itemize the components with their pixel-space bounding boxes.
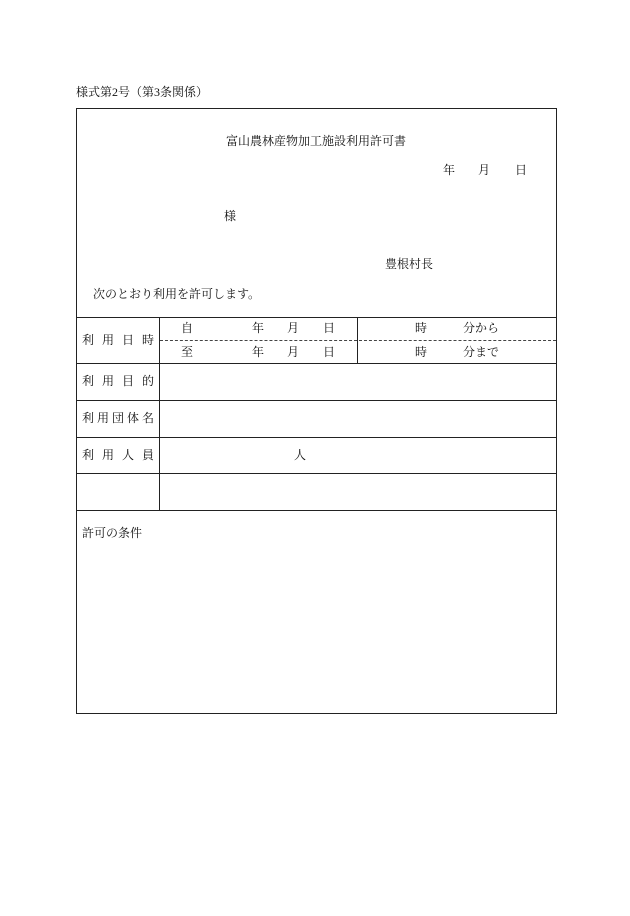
to-prefix: 至: [181, 345, 194, 359]
from-hour-label: 時: [415, 321, 428, 335]
purpose-label: 利 用 目 的: [82, 374, 154, 388]
issuer-name: 豊根村長: [385, 257, 434, 271]
row-divider: [76, 363, 556, 364]
date-year-label: 年: [443, 163, 456, 177]
intro-text: 次のとおり利用を許可します。: [93, 287, 261, 301]
to-hour-label: 時: [415, 345, 428, 359]
usage-datetime-label: 利 用 日 時: [82, 333, 154, 347]
from-to-dashed-divider: [160, 340, 556, 341]
form-title: 富山農林産物加工施設利用許可書: [226, 134, 407, 148]
row-divider: [76, 400, 556, 401]
to-month-label: 月: [287, 345, 300, 359]
conditions-label: 許可の条件: [82, 526, 143, 540]
table-bottom-rule: [76, 510, 556, 511]
form-number: 様式第2号（第3条関係）: [76, 85, 209, 99]
to-day-label: 日: [323, 345, 336, 359]
label-column-divider: [159, 317, 160, 510]
addressee-suffix: 様: [224, 209, 237, 223]
table-top-rule: [76, 317, 556, 318]
to-minute-label: 分まで: [463, 345, 500, 359]
from-minute-label: 分から: [463, 321, 500, 335]
to-year-label: 年: [252, 345, 265, 359]
from-year-label: 年: [252, 321, 265, 335]
headcount-label: 利 用 人 員: [82, 448, 154, 462]
from-day-label: 日: [323, 321, 336, 335]
date-month-label: 月: [478, 163, 491, 177]
from-month-label: 月: [287, 321, 300, 335]
headcount-unit: 人: [294, 448, 307, 462]
date-day-label: 日: [515, 163, 528, 177]
row-divider: [76, 473, 556, 474]
organization-label: 利用団体名: [82, 411, 154, 425]
row-divider: [76, 437, 556, 438]
from-prefix: 自: [181, 321, 194, 335]
